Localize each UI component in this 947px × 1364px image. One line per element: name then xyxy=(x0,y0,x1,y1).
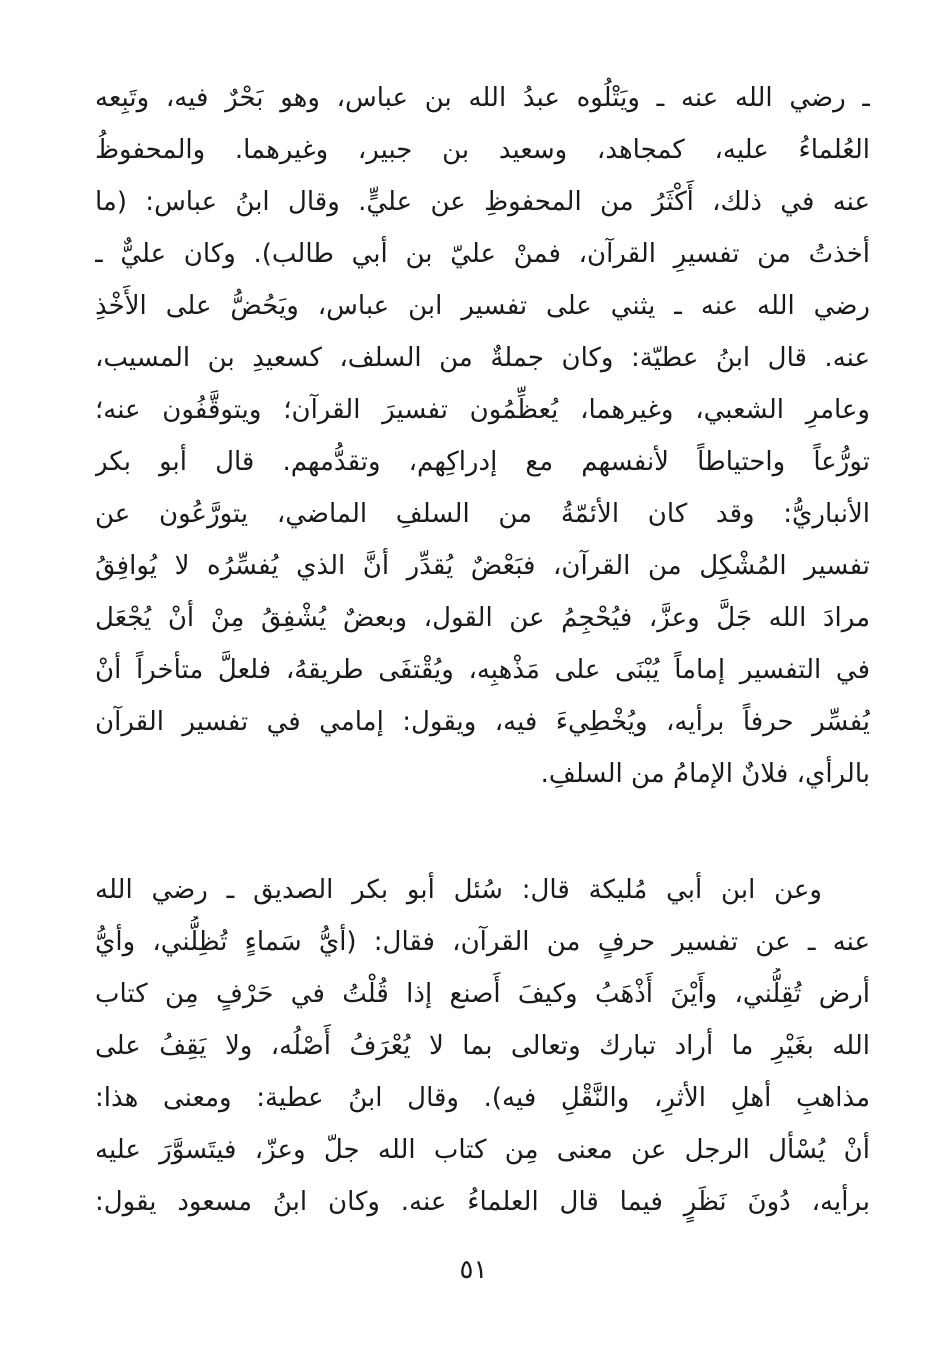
text-line: العُلماءُ عليه، كمجاهد، وسعيد بن جبير، وغيرهما. والمحفوظُ xyxy=(95,135,870,165)
text-line: ـ رضي الله عنه ـ ويَتْلُوه عبدُ الله بن عباس، وهو بَحْرٌ فيه، وتَبِعه xyxy=(95,83,870,113)
page-number: ٥١ xyxy=(459,1255,488,1285)
paragraph-1 xyxy=(95,72,870,800)
text-line: وعن ابن أبي مُليكة قال: سُئل أبو بكر الصديق ـ رضي الله xyxy=(95,875,822,905)
text-line: رضي الله عنه ـ يثني على تفسير ابن عباس، ويَحُضُّ على الأَخْذِ xyxy=(95,291,870,321)
text-line: عنه في ذلك، أَكْثَرُ من المحفوظِ عن عليٍّ. وقال ابنُ عباس: (ما xyxy=(95,187,870,217)
text-line: تفسير المُشْكِل من القرآن، فبَعْضٌ يُقدِّر أنَّ الذي يُفسِّرُه لا يُوافِقُ xyxy=(95,551,870,581)
text-line: الأنباريُّ: وقد كان الأئمّةُ من السلفِ الماضي، يتورَّعُون عن xyxy=(95,499,870,529)
text-line: مذاهبِ أهلِ الأثرِ، والنَّقْلِ فيه). وقال ابنُ عطية: ومعنى هذا: xyxy=(95,1083,870,1113)
paragraph-2 xyxy=(95,864,870,1228)
text-line: في التفسير إماماً يُبْنَى على مَذْهبِه، ويُقْتفَى طريقهُ، فلعلَّ متأخراً أنْ xyxy=(95,655,870,685)
text-line: برأيه، دُونَ نَظَرٍ فيما قال العلماءُ عنه. وكان ابنُ مسعود يقول: xyxy=(95,1187,870,1217)
text-line: الله بغَيْرِ ما أراد تبارك وتعالى بما لا يُعْرَفُ أَصْلُه، ولا يَقِفُ على xyxy=(95,1031,870,1061)
text-line: عنه ـ عن تفسير حرفٍ من القرآن، فقال: (أيُّ سَماءٍ تُظِلُّني، وأيُّ xyxy=(95,927,870,957)
text-line: أرض تُقِلُّني، وأَيْنَ أَذْهَبُ وكيفَ أَصنع إذا قُلْتُ في حَرْفٍ مِن كتاب xyxy=(95,979,870,1009)
text-line: بالرأي، فلانٌ الإمامُ من السلفِ. xyxy=(540,759,870,789)
text-line: تورُّعاً واحتياطاً لأنفسهم مع إدراكِهم، وتقدُّمهم. قال أبو بكر xyxy=(95,447,870,477)
text-line: وعامرِ الشعبي، وغيرهما، يُعظِّمُون تفسيرَ القرآن؛ ويتوقَّفُون عنه؛ xyxy=(95,395,870,425)
text-line: يُفسِّر حرفاً برأيه، ويُخْطِيءَ فيه، ويقول: إمامي في تفسير القرآن xyxy=(95,707,870,737)
text-line: عنه. قال ابنُ عطيّة: وكان جملةٌ من السلف، كسعيدِ بن المسيب، xyxy=(95,343,870,373)
text-line: مرادَ الله جَلَّ وعزَّ، فيُحْجِمُ عن القول، وبعضٌ يُشْفِقُ مِنْ أنْ يُجْعَل xyxy=(95,603,870,633)
text-line: أخذتُ من تفسيرِ القرآن، فمنْ عليّ بن أبي طالب). وكان عليٌّ ـ xyxy=(95,239,870,269)
text-line: أنْ يُسْأل الرجل عن معنى مِن كتاب الله جلّ وعزّ، فيتَسوَّرَ عليه xyxy=(95,1135,870,1165)
